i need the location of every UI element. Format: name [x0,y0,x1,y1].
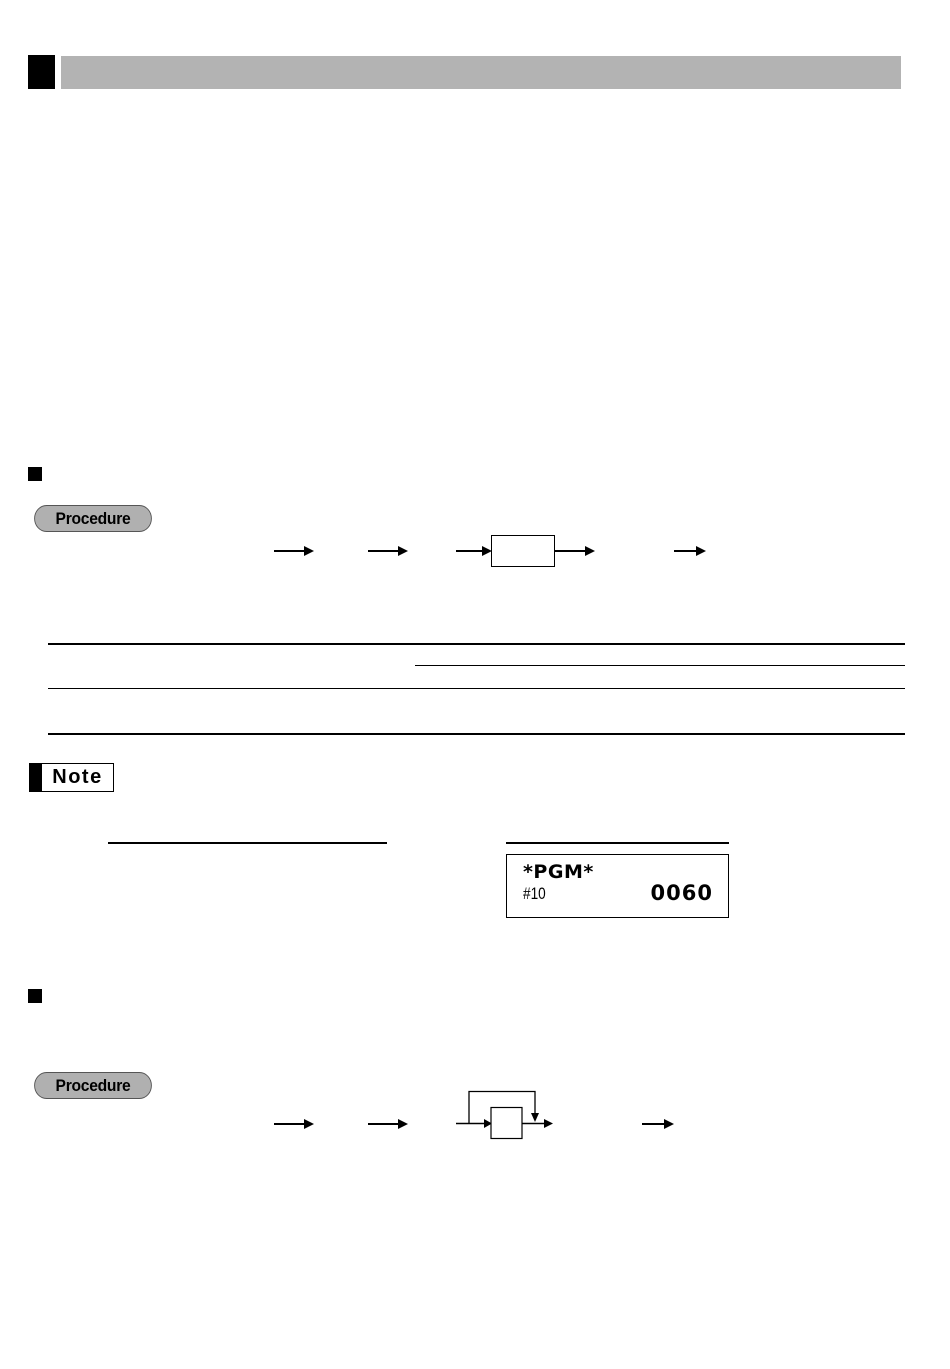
table-sub-rule [415,665,905,666]
flow-arrow [274,1119,314,1129]
flow-arrow [674,546,706,556]
display-job-code: #10 [523,884,546,903]
flow-arrow [555,546,595,556]
note-label [29,763,115,792]
display-sample [506,854,729,918]
flow-arrow [368,546,408,556]
procedure-badge: Procedure [34,1072,152,1099]
repeat-loop-diagram [450,1085,560,1143]
subsection-bullet [28,467,42,481]
subsection-bullet [28,989,42,1003]
display-value: 0060 [650,881,713,905]
flow-arrow [642,1119,674,1129]
flow-arrow [274,546,314,556]
table-bottom-rule [48,733,905,735]
display-caption-rule [506,842,729,844]
table-header-rule [48,688,905,689]
display-line-1: *PGM* [523,861,594,883]
flow-arrow [368,1119,408,1129]
section-title-bar [61,56,901,89]
section-number-block [28,55,55,89]
note-text: Note [41,763,114,792]
table-top-rule [48,643,905,645]
underline-rule [108,842,387,844]
flow-arrow [456,546,492,556]
key-box [491,535,555,567]
procedure-badge: Procedure [34,505,152,532]
